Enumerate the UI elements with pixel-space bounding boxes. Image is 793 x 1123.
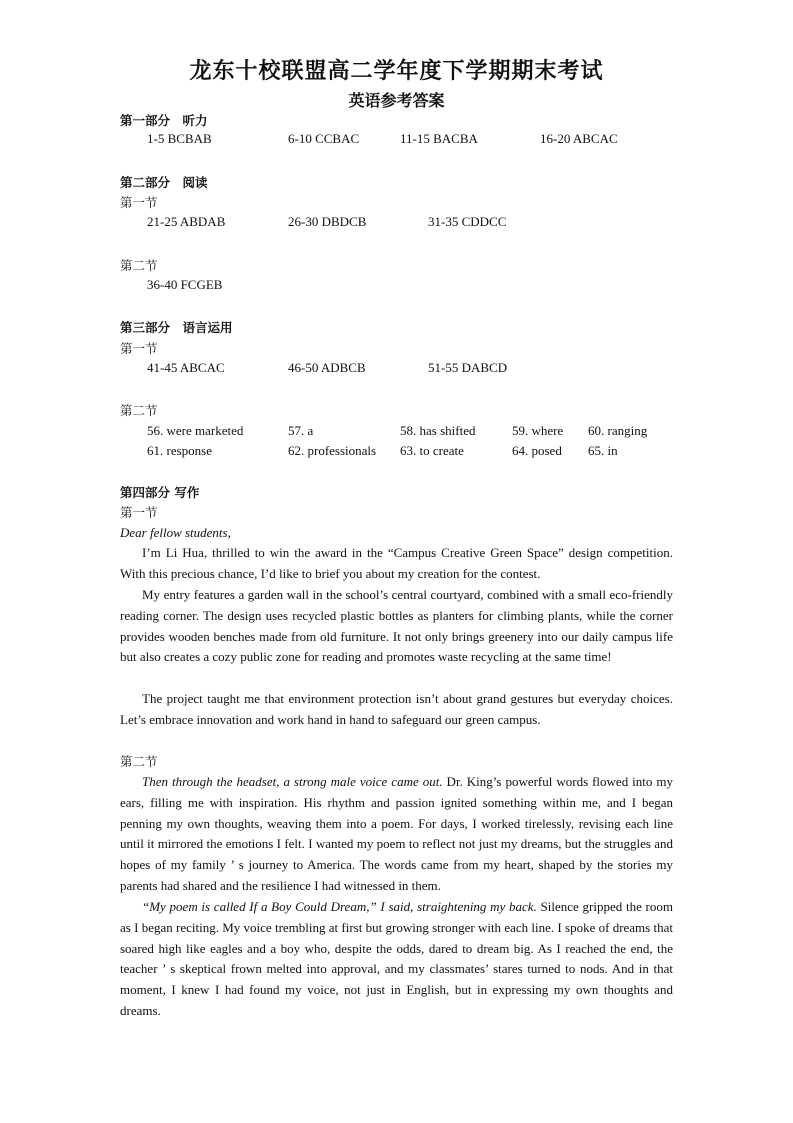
- answer-item: 59. where: [512, 423, 564, 438]
- answer-item: 62. professionals: [288, 443, 377, 458]
- answer-group: 41-45 ABCAC: [147, 360, 225, 375]
- answer-group: 46-50 ADBCB: [288, 360, 366, 375]
- answer-group: 36-40 FCGEB: [147, 277, 223, 292]
- part2-sec2-answer-row: [0, 277, 793, 295]
- answer-group: 6-10 CCBAC: [288, 131, 360, 146]
- part3-sec2-label: 第二节: [120, 403, 158, 418]
- part2-sec1-answer-row: [0, 214, 793, 232]
- part2-sec2-label: 第二节: [120, 258, 158, 273]
- part2-heading: 第二部分 阅读: [120, 175, 208, 190]
- answer-item: 56. were marketed: [147, 423, 244, 438]
- answer-item: 58. has shifted: [400, 423, 476, 438]
- part1-answer-row: [0, 131, 793, 149]
- answer-item: 65. in: [588, 443, 618, 458]
- letter-paragraph-2: My entry features a garden wall in the school’s central courtyard, combined with a small eco-friendly reading corner. The design uses recycled plastic bottles as planters for climbing plants, while the corner provides wooden benches made from old furniture. It not only brings greenery into our daily campus life but also creates a cozy public zone for reading and promotes waste recycling at the same time!: [120, 587, 673, 665]
- part3-sec1-answer-row: [0, 360, 793, 378]
- answer-item: 63. to create: [400, 443, 464, 458]
- answer-group: 51-55 DABCD: [428, 360, 508, 375]
- letter-paragraph-1: I’m Li Hua, thrilled to win the award in the “Campus Creative Green Space” design competition. With this precious chance, I’d like to brief you about my creation for the contest.: [120, 545, 673, 581]
- answer-item: 57. a: [288, 423, 314, 438]
- answer-item: 61. response: [147, 443, 212, 458]
- part3-heading: 第三部分 语言运用: [120, 320, 233, 335]
- answer-group: 1-5 BCBAB: [147, 131, 212, 146]
- answer-group: 16-20 ABCAC: [540, 131, 618, 146]
- story-paragraph-2: [120, 897, 673, 1022]
- part3-sec1-label: 第一节: [120, 341, 158, 356]
- story-paragraph-2-body: Silence gripped the room as I began reciting. My voice trembling at first but growing stronger with each line. I spoke of dreams that soared high like eagles and a boy who, despite the odds, dared to dream big. As I reached the end, the teacher ’ s skeptical frown melted into approval, and my classmates’ stares turned to nods. And in that moment, I knew I had found my voice, not just in English, but in expressing my own thoughts and dreams.: [120, 899, 673, 1018]
- page-title: 龙东十校联盟高二学年度下学期期末考试: [189, 58, 604, 84]
- part4-sec2-label: 第二节: [120, 754, 158, 769]
- story-paragraph-1-lead: Then through the headset, a strong male voice came out.: [142, 774, 443, 789]
- story-paragraph-1: [120, 772, 673, 897]
- part3-sec2-answer-row-1: [0, 423, 793, 441]
- answer-group: 31-35 CDDCC: [428, 214, 507, 229]
- story-paragraph-2-lead: “My poem is called If a Boy Could Dream,” I said, straightening my back.: [142, 899, 537, 914]
- story-paragraph-1-body: Dr. King’s powerful words flowed into my ears, filling me with inspiration. His rhythm and passion ignited something within me, and I began penning my own thoughts, weaving them into a poem. For days, I worked tirelessly, revising each line until it mirrored the emotions I felt. I wanted my poem to reflect not just my dreams, but the struggles and hopes of my family ’ s journey to America. The words came from my heart, shaped by the stories my parents had shared and the resilience I had witnessed in them.: [120, 774, 673, 893]
- part4-sec1-label: 第一节: [120, 505, 158, 520]
- letter-salutation: Dear fellow students,: [120, 525, 231, 540]
- answer-group: 21-25 ABDAB: [147, 214, 226, 229]
- answer-item: 60. ranging: [588, 423, 648, 438]
- answer-item: 64. posed: [512, 443, 562, 458]
- letter-paragraph-3: The project taught me that environment protection isn’t about grand gestures but everyday choices. Let’s embrace innovation and work hand in hand to safeguard our green campus.: [120, 691, 673, 727]
- part3-sec2-answer-row-2: [0, 443, 793, 461]
- answer-group: 26-30 DBDCB: [288, 214, 367, 229]
- part1-heading: 第一部分 听力: [120, 113, 208, 128]
- page-subtitle: 英语参考答案: [348, 91, 445, 110]
- answer-group: 11-15 BACBA: [400, 131, 478, 146]
- part4-heading: 第四部分 写作: [120, 485, 200, 500]
- part2-sec1-label: 第一节: [120, 195, 158, 210]
